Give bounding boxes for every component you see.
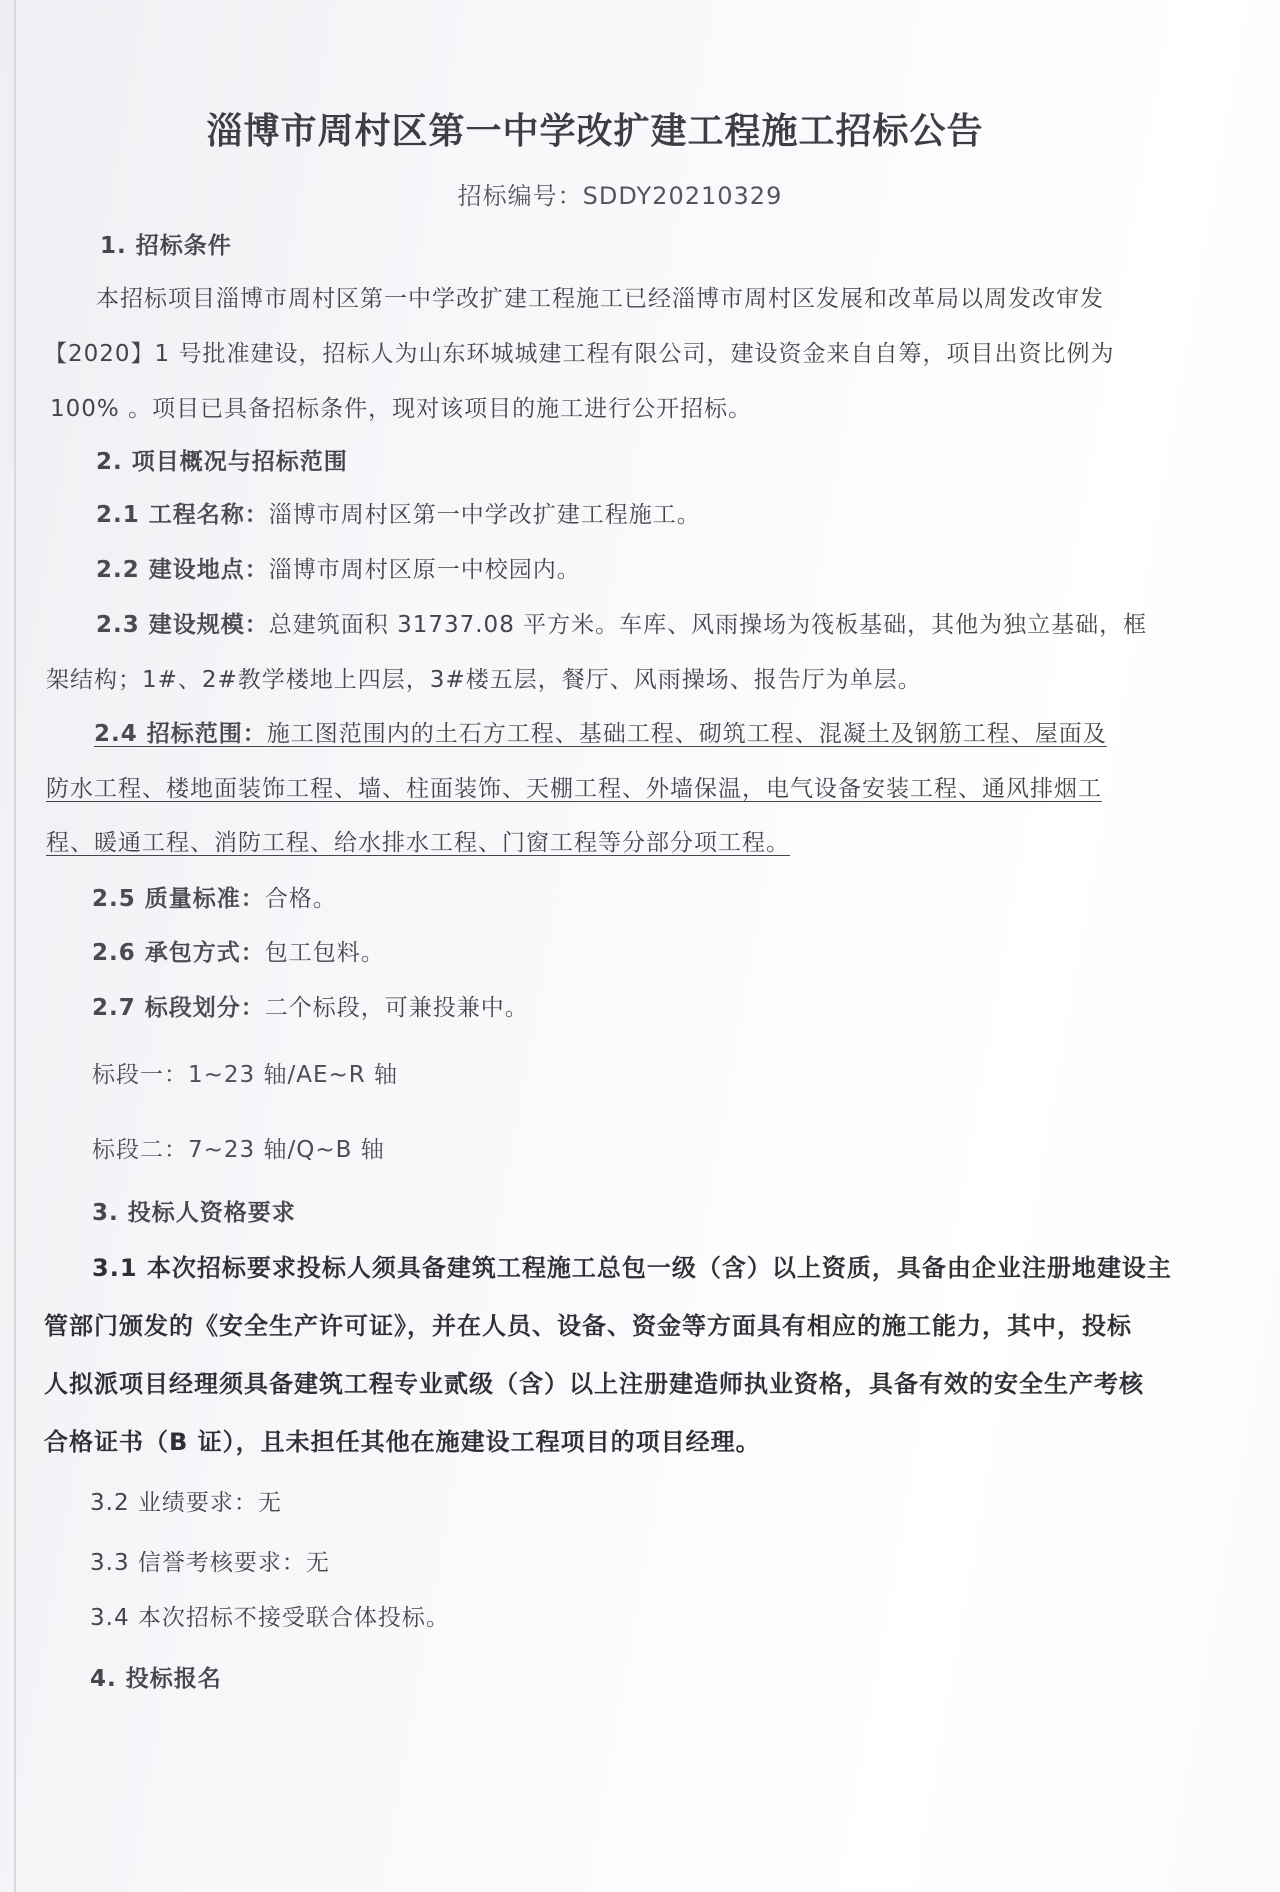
- item-2-1: [96, 496, 701, 529]
- item-2-4: [94, 715, 1107, 748]
- lot-2: 标段二：7~23 轴/Q~B 轴: [92, 1137, 385, 1163]
- item-2-5-text: 合格。: [264, 886, 337, 912]
- item-2-1-text: 淄博市周村区第一中学改扩建工程施工。: [268, 502, 701, 528]
- section-1-heading: 1. 招标条件: [100, 233, 232, 259]
- item-2-3-text: 总建筑面积 31737.08 平方米。车库、风雨操场为筏板基础，其他为独立基础，框: [268, 612, 1148, 638]
- item-2-4-text: 施工图范围内的土石方工程、基础工程、砌筑工程、混凝土及钢筋工程、屋面及: [266, 721, 1107, 747]
- item-2-4-continuation-1: 防水工程、楼地面装饰工程、墙、柱面装饰、天棚工程、外墙保温，电气设备安装工程、通风排烟工: [46, 776, 1102, 802]
- item-2-2: [96, 551, 581, 584]
- section-4-heading: 4. 投标报名: [90, 1666, 222, 1692]
- item-3-1-line-4: 合格证书（B 证），且未担任其他在施建设工程项目的项目经理。: [44, 1428, 761, 1456]
- document-title: 淄博市周村区第一中学改扩建工程施工招标公告: [206, 110, 984, 152]
- item-2-5-label: 2.5 质量标准：: [92, 886, 265, 912]
- item-3-4: 3.4 本次招标不接受联合体投标。: [90, 1605, 450, 1631]
- tender-number: 招标编号：SDDY20210329: [457, 182, 783, 210]
- page-fold-line: [14, 0, 16, 1892]
- lot-1: 标段一：1~23 轴/AE~R 轴: [92, 1062, 399, 1088]
- item-3-2: 3.2 业绩要求：无: [90, 1490, 282, 1516]
- item-2-3-label: 2.3 建设规模：: [96, 612, 269, 638]
- item-2-7-label: 2.7 标段划分：: [92, 995, 265, 1021]
- section-1-line-3: 100% 。项目已具备招标条件，现对该项目的施工进行公开招标。: [50, 396, 753, 422]
- section-1-line-1: 本招标项目淄博市周村区第一中学改扩建工程施工已经淄博市周村区发展和改革局以周发改审发: [96, 286, 1104, 312]
- item-2-1-label: 2.1 工程名称：: [96, 502, 269, 528]
- item-3-1-line-1: 3.1 本次招标要求投标人须具备建筑工程施工总包一级（含）以上资质，具备由企业注册地建设主: [92, 1254, 1172, 1282]
- item-3-3: 3.3 信誉考核要求：无: [90, 1550, 330, 1576]
- section-3-heading: 3. 投标人资格要求: [92, 1200, 296, 1226]
- item-2-4-continuation-2: 程、暖通工程、消防工程、给水排水工程、门窗工程等分部分项工程。: [46, 830, 790, 856]
- item-2-6-label: 2.6 承包方式：: [92, 940, 265, 966]
- item-2-3-continuation: 架结构；1#、2#教学楼地上四层，3#楼五层，餐厅、风雨操场、报告厅为单层。: [46, 667, 922, 693]
- item-2-4-label: 2.4 招标范围：: [94, 721, 267, 747]
- section-2-heading: 2. 项目概况与招标范围: [96, 449, 348, 475]
- item-2-2-label: 2.2 建设地点：: [96, 557, 269, 583]
- item-2-6-text: 包工包料。: [264, 940, 385, 966]
- section-1-line-2: 【2020】1 号批准建设，招标人为山东环城城建工程有限公司，建设资金来自自筹，项目出资比例为: [44, 341, 1115, 367]
- item-3-1-line-3: 人拟派项目经理须具备建筑工程专业贰级（含）以上注册建造师执业资格，具备有效的安全生产考核: [44, 1370, 1144, 1398]
- item-2-7-text: 二个标段，可兼投兼中。: [264, 995, 529, 1021]
- item-2-7: [92, 989, 529, 1022]
- item-2-2-text: 淄博市周村区原一中校园内。: [268, 557, 581, 583]
- item-3-1-line-2: 管部门颁发的《安全生产许可证》，并在人员、设备、资金等方面具有相应的施工能力，其中，投标: [44, 1312, 1132, 1340]
- item-2-6: [92, 934, 385, 967]
- item-2-5: [92, 880, 337, 913]
- item-2-3: [96, 606, 1147, 639]
